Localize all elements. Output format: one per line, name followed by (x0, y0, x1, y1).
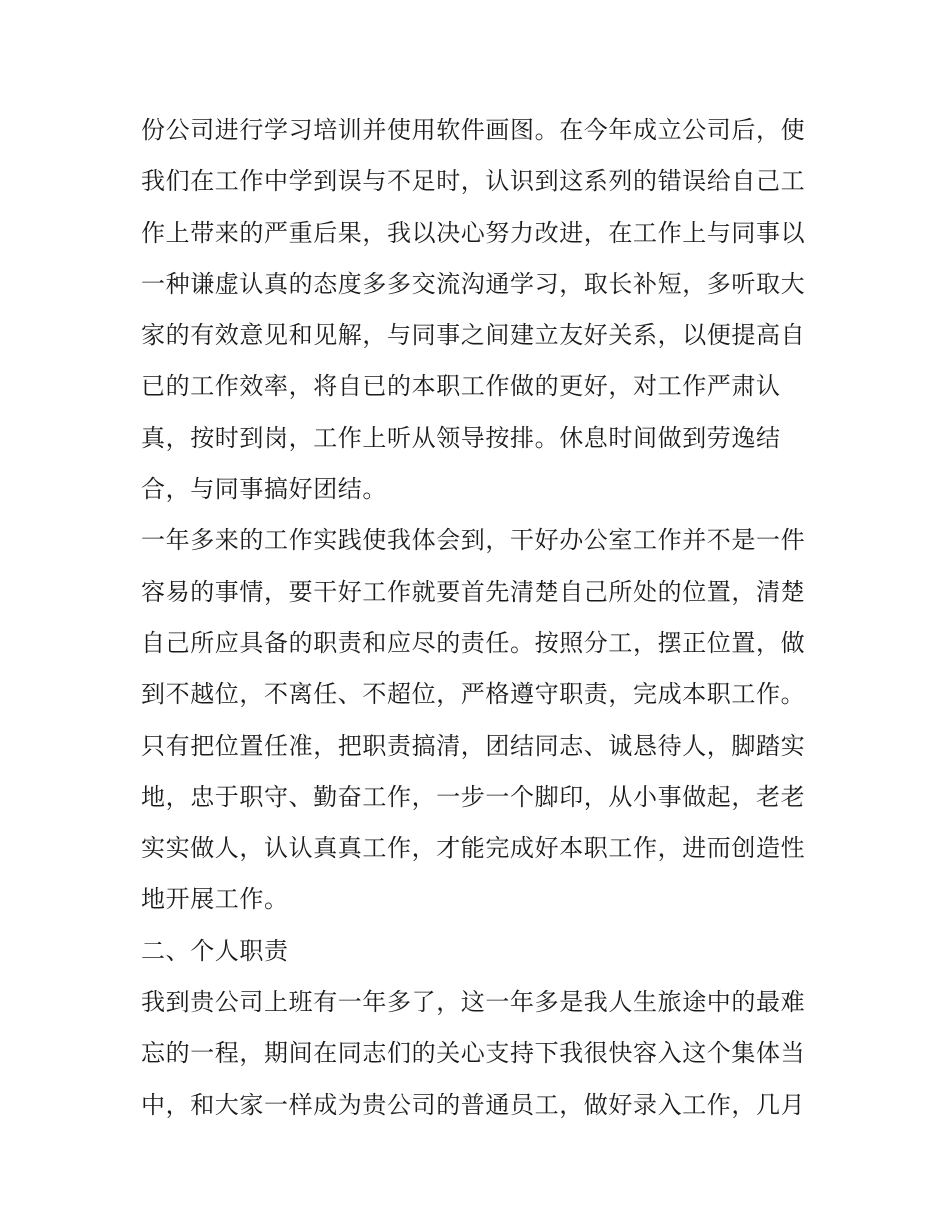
text-line: 地开展工作。 (141, 885, 289, 914)
text-line: 家的有效意见和见解，与同事之间建立友好关系，以便提高自 (141, 321, 806, 350)
text-line: 只有把位置任准，把职责搞清，团结同志、诚恳待人，脚踏实 (141, 731, 806, 760)
text-line: 真，按时到岗，工作上听从领导按排。休息时间做到劳逸结 (141, 423, 781, 452)
text-line: 中，和大家一样成为贵公司的普通员工，做好录入工作，几月 (141, 1090, 806, 1119)
text-line: 一种谦虚认真的态度多多交流沟通学习，取长补短，多听取大 (141, 269, 806, 298)
document-body (141, 105, 821, 1131)
text-line: 到不越位，不离任、不超位，严格遵守职责，完成本职工作。 (141, 680, 806, 709)
text-line: 已的工作效率，将自已的本职工作做的更好，对工作严肃认 (141, 372, 781, 401)
text-line: 一年多来的工作实践使我体会到，干好办公室工作并不是一件 (141, 526, 806, 555)
text-line: 容易的事情，要干好工作就要首先清楚自己所处的位置，清楚 (141, 577, 806, 606)
section-heading: 二、个人职责 (141, 936, 289, 965)
text-line: 忘的一程，期间在同志们的关心支持下我很快容入这个集体当 (141, 1039, 806, 1068)
text-line: 自己所应具备的职责和应尽的责任。按照分工，摆正位置，做 (141, 628, 806, 657)
text-line: 实实做人，认认真真工作，才能完成好本职工作，进而创造性 (141, 834, 806, 863)
text-line: 合，与同事搞好团结。 (141, 475, 387, 504)
text-line: 我到贵公司上班有一年多了，这一年多是我人生旅途中的最难 (141, 988, 806, 1017)
text-line: 作上带来的严重后果，我以决心努力改进，在工作上与同事以 (141, 218, 806, 247)
text-line: 我们在工作中学到误与不足时，认识到这系列的错误给自己工 (141, 167, 806, 196)
text-line: 地，忠于职守、勤奋工作，一步一个脚印，从小事做起，老老 (141, 782, 806, 811)
text-line: 份公司进行学习培训并使用软件画图。在今年成立公司后，使 (141, 116, 806, 144)
